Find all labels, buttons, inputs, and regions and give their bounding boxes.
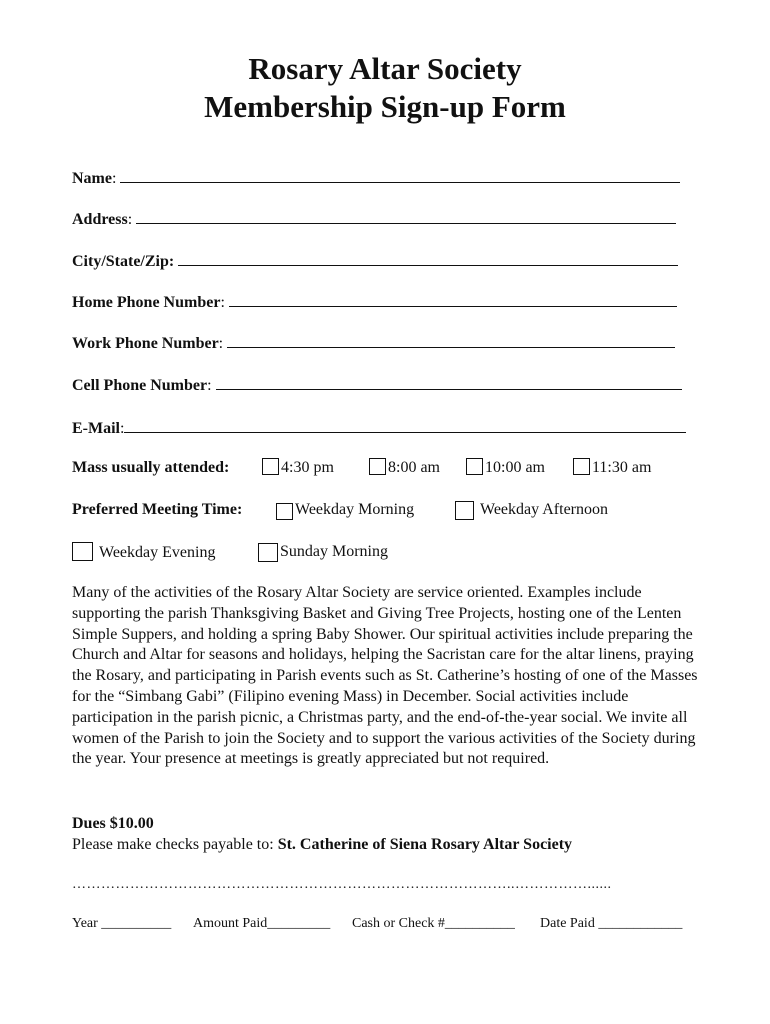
mass-430-label: 4:30 pm	[281, 459, 334, 476]
weekday-evening-label: Weekday Evening	[99, 544, 216, 561]
meeting-time-row	[72, 500, 242, 520]
cash-check-field: Cash or Check #__________	[352, 916, 515, 931]
cell-phone-field[interactable]	[216, 375, 682, 390]
city-state-zip-row	[72, 251, 678, 272]
mass-1000-checkbox[interactable]	[466, 458, 483, 475]
payable-name: St. Catherine of Siena Rosary Altar Society	[277, 836, 573, 853]
address-field[interactable]	[136, 209, 676, 224]
email-label: E-Mail	[72, 420, 120, 437]
dues-amount: Dues $10.00	[72, 815, 154, 832]
mass-option-430[interactable]	[262, 458, 334, 478]
sunday-morning-label: Sunday Morning	[280, 543, 388, 560]
mass-1000-label: 10:00 am	[485, 459, 545, 476]
address-label: Address	[72, 211, 128, 228]
name-field[interactable]	[120, 168, 680, 183]
email-row: E-Mail:	[72, 418, 686, 439]
home-phone-row: Home Phone Number:	[72, 292, 677, 313]
name-row: Name:	[72, 168, 680, 189]
date-paid-field: Date Paid ____________	[540, 916, 683, 931]
meeting-option-weekday-evening[interactable]	[72, 542, 215, 563]
cut-line-separator: ………………………………………………………………………………..……………......	[72, 877, 612, 892]
meeting-option-weekday-afternoon[interactable]	[455, 500, 608, 520]
meeting-time-label: Preferred Meeting Time:	[72, 501, 243, 518]
mass-option-800[interactable]	[369, 458, 440, 478]
cell-phone-label: Cell Phone Number	[72, 377, 208, 394]
mass-attended-label: Mass usually attended:	[72, 459, 230, 476]
mass-option-1000[interactable]	[466, 458, 545, 478]
mass-430-checkbox[interactable]	[262, 458, 279, 475]
year-field: Year __________	[72, 916, 172, 931]
payable-prefix: Please make checks payable to:	[72, 836, 274, 853]
weekday-morning-label: Weekday Morning	[295, 501, 415, 518]
mass-800-checkbox[interactable]	[369, 458, 386, 475]
payable-line	[72, 834, 572, 855]
address-row: Address:	[72, 209, 676, 230]
form-title-line-1: Rosary Altar Society	[248, 51, 522, 86]
mass-attended-row	[72, 458, 229, 478]
work-phone-label: Work Phone Number	[72, 335, 219, 352]
meeting-option-weekday-morning[interactable]	[276, 500, 414, 520]
amount-paid-field: Amount Paid_________	[193, 916, 331, 931]
weekday-afternoon-label: Weekday Afternoon	[480, 501, 608, 518]
home-phone-label: Home Phone Number	[72, 294, 221, 311]
cell-phone-row: Cell Phone Number:	[72, 375, 682, 396]
city-state-zip-label: City/State/Zip:	[72, 253, 175, 270]
mass-option-1130[interactable]	[573, 458, 651, 478]
society-description: Many of the activities of the Rosary Altar Society are service oriented. Examples include supporting the parish Thanksgiving Basket and Giving Tree Projects, hosting one of the Lenten Simple Suppers, and holding a spring Baby Shower. Our spiritual activities include preparing the Church and Altar for seasons and holidays, helping the Sacristan care for the altar linens, praying the Rosary, and participating in Parish events such as St. Catherine’s hosting of one of the Masses for the “Simbang Gabi” (Filipino evening Mass) in December. Social activities include participation in the parish picnic, a Christmas party, and the end-of-the-year social. We invite all women of the Parish to join the Society and to support the various activities of the Society during the year. Your presence at meetings is greatly appreciated but not required.	[72, 584, 698, 768]
name-label: Name	[72, 170, 112, 187]
meeting-option-sunday-morning[interactable]	[258, 542, 388, 562]
sunday-morning-checkbox[interactable]	[258, 543, 278, 562]
mass-1130-label: 11:30 am	[592, 459, 652, 476]
city-state-zip-field[interactable]	[178, 251, 678, 266]
weekday-afternoon-checkbox[interactable]	[455, 501, 474, 520]
work-phone-row: Work Phone Number:	[72, 333, 675, 354]
email-field[interactable]	[124, 418, 686, 433]
mass-800-label: 8:00 am	[388, 459, 440, 476]
weekday-evening-checkbox[interactable]	[72, 542, 93, 561]
mass-1130-checkbox[interactable]	[573, 458, 590, 475]
form-title-line-2: Membership Sign-up Form	[204, 89, 566, 124]
work-phone-field[interactable]	[227, 333, 675, 348]
home-phone-field[interactable]	[229, 292, 677, 307]
weekday-morning-checkbox[interactable]	[276, 503, 293, 520]
